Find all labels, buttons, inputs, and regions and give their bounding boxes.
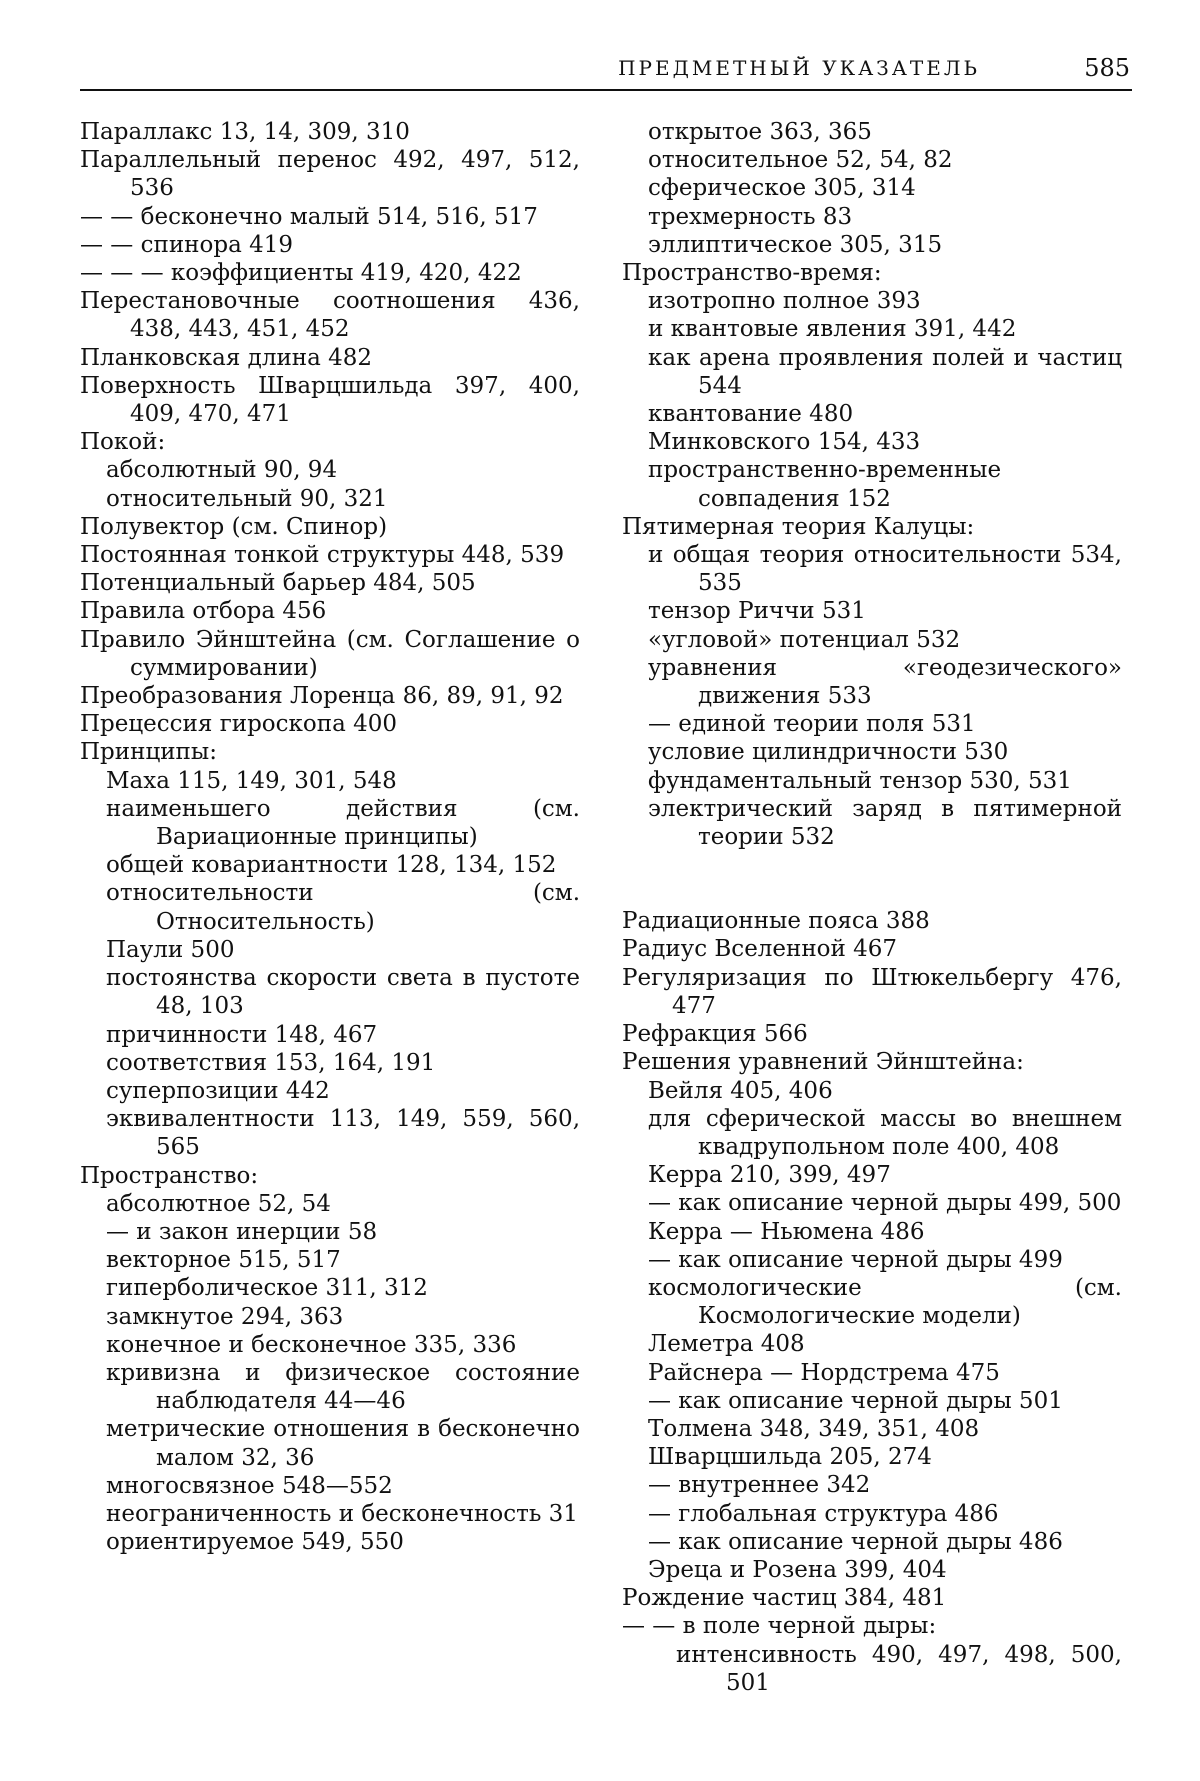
index-entry: Паули 500 xyxy=(106,936,235,963)
index-entry: «угловой» потенциал 532 xyxy=(648,626,961,653)
index-entry: Перестановочные соотношения 436, 438, 443, 451, 452 xyxy=(80,288,580,343)
index-entry: открытое 363, 365 xyxy=(648,119,872,145)
index-entry: эквивалентности 113, 149, 559, 560, 565 xyxy=(106,1106,580,1161)
index-entry: векторное 515, 517 xyxy=(106,1247,341,1274)
index-entry: и общая теория относительности 534, 535 xyxy=(648,542,1122,597)
index-entry: Минковского 154, 433 xyxy=(648,429,921,456)
index-entry: соответствия 153, 164, 191 xyxy=(106,1049,436,1076)
index-entry: Регуляризация по Штюкельбергу 476, 477 xyxy=(622,964,1122,1019)
index-entry: наименьшего действия (см. Вариационные принципы) xyxy=(106,795,580,851)
index-entry: уравнения «геодезического» движения 533 xyxy=(648,654,1122,710)
index-entry: — — — коэффициенты 419, 420, 422 xyxy=(80,260,522,287)
index-entry: многосвязное 548—552 xyxy=(106,1472,393,1499)
index-entry: Рождение частиц 384, 481 xyxy=(622,1585,947,1612)
index-entry: Поверхность Шварцшильда 397, 400, 409, 470, 471 xyxy=(80,372,580,428)
index-entry: Керра — Ньюмена 486 xyxy=(648,1218,925,1245)
index-entry: фундаментальный тензор 530, 531 xyxy=(648,767,1072,794)
index-entry: условие цилиндричности 530 xyxy=(648,739,1009,766)
index-entry: Постоянная тонкой структуры 448, 539 xyxy=(80,542,565,569)
index-entry: неограниченность и бесконечность 31 xyxy=(106,1500,578,1527)
index-entry: — как описание черной дыры 499, 500 xyxy=(648,1190,1122,1217)
index-entry: — — спинора 419 xyxy=(80,231,293,258)
index-entry: относительный 90, 321 xyxy=(106,485,388,512)
index-entry: — — в поле черной дыры: xyxy=(622,1613,937,1640)
index-entry: — глобальная структура 486 xyxy=(648,1500,999,1527)
index-entry: Параллельный перенос 492, 497, 512, 536 xyxy=(80,147,580,202)
index-entry: Рефракция 566 xyxy=(622,1021,808,1048)
index-entry: ориентируемое 549, 550 xyxy=(106,1529,404,1556)
index-entry: относительности (см. Относительность) xyxy=(106,880,580,935)
index-entry: Полувектор (см. Спинор) xyxy=(80,513,388,540)
index-entry: — как описание черной дыры 499 xyxy=(648,1246,1063,1273)
index-entry: изотропно полное 393 xyxy=(648,288,921,315)
index-entry: Планковская длина 482 xyxy=(80,344,373,371)
index-entry: Преобразования Лоренца 86, 89, 91, 92 xyxy=(80,683,564,710)
index-entry: как арена проявления полей и частиц 544 xyxy=(648,344,1122,399)
index-entry: общей ковариантности 128, 134, 152 xyxy=(106,852,557,879)
index-entry: конечное и бесконечное 335, 336 xyxy=(106,1331,517,1358)
index-entry: Покой: xyxy=(80,429,166,456)
index-entry: Вейля 405, 406 xyxy=(648,1077,833,1104)
index-entry: Пятимерная теория Калуцы: xyxy=(622,513,975,540)
index-entry: абсолютный 90, 94 xyxy=(106,457,338,484)
page-number: 585 xyxy=(1084,54,1130,82)
index-entry: Параллакс 13, 14, 309, 310 xyxy=(80,119,410,145)
index-entry: Эреца и Розена 399, 404 xyxy=(648,1556,947,1583)
header-rule xyxy=(80,89,1132,91)
index-entry: Шварцшильда 205, 274 xyxy=(648,1444,932,1471)
index-entry: Радиационные пояса 388 xyxy=(622,908,930,935)
index-entry: суперпозиции 442 xyxy=(106,1077,330,1104)
index-entry: Леметра 408 xyxy=(648,1331,805,1358)
index-entry: — — бесконечно малый 514, 516, 517 xyxy=(80,203,538,230)
index-entry: космологические (см. Космологические модели) xyxy=(648,1274,1122,1330)
index-entry: — внутреннее 342 xyxy=(648,1472,871,1499)
index-entry: Решения уравнений Эйнштейна: xyxy=(622,1049,1024,1076)
index-entry: пространственно-временные совпадения 152 xyxy=(648,457,1002,512)
index-entry: Пространство: xyxy=(80,1162,259,1189)
index-entry: абсолютное 52, 54 xyxy=(106,1190,331,1217)
index-entry: причинности 148, 467 xyxy=(106,1021,378,1048)
index-entry: Радиус Вселенной 467 xyxy=(622,936,898,963)
index-entry: — как описание черной дыры 501 xyxy=(648,1387,1063,1414)
index-entry: — как описание черной дыры 486 xyxy=(648,1528,1063,1555)
index-entry: постоянства скорости света в пустоте 48, 103 xyxy=(106,965,580,1020)
index-entry: тензор Риччи 531 xyxy=(648,598,866,625)
index-entry: Пространство-время: xyxy=(622,260,882,287)
index-entry: метрические отношения в бесконечно малом 32, 36 xyxy=(106,1416,580,1471)
index-entry: квантование 480 xyxy=(648,401,854,428)
index-entry: трехмерность 83 xyxy=(648,203,853,230)
index-entry: Райснера — Нордстрема 475 xyxy=(648,1359,1000,1386)
index-entry: эллиптическое 305, 315 xyxy=(648,231,943,258)
running-title: ПРЕДМЕТНЫЙ УКАЗАТЕЛЬ xyxy=(618,56,980,80)
running-header xyxy=(80,50,1130,90)
index-entry: Правило Эйнштейна (см. Соглашение о суммировании) xyxy=(80,626,580,681)
index-column-right xyxy=(622,118,1122,1697)
index-entry: для сферической массы во внешнем квадрупольном поле 400, 408 xyxy=(648,1105,1122,1160)
index-entry: замкнутое 294, 363 xyxy=(106,1303,344,1330)
index-entry: Толмена 348, 349, 351, 408 xyxy=(648,1415,980,1442)
index-entry: относительное 52, 54, 82 xyxy=(648,147,953,174)
index-entry: — единой теории поля 531 xyxy=(648,711,976,738)
index-entry: Потенциальный барьер 484, 505 xyxy=(80,570,476,597)
index-entry: кривизна и физическое состояние наблюдателя 44—46 xyxy=(106,1359,580,1415)
index-entry: электрический заряд в пятимерной теории 532 xyxy=(648,795,1122,851)
index-entry: и квантовые явления 391, 442 xyxy=(648,316,1017,343)
index-entry: Правила отбора 456 xyxy=(80,598,327,625)
index-entry: Маха 115, 149, 301, 548 xyxy=(106,767,397,794)
index-entry: Принципы: xyxy=(80,739,217,766)
index-entry: Прецессия гироскопа 400 xyxy=(80,711,398,738)
index-entry: интенсивность 490, 497, 498, 500, 501 xyxy=(676,1641,1122,1696)
index-entry: сферическое 305, 314 xyxy=(648,175,916,202)
index-entry: Керра 210, 399, 497 xyxy=(648,1162,891,1189)
index-entry: — и закон инерции 58 xyxy=(106,1218,378,1245)
index-entry: гиперболическое 311, 312 xyxy=(106,1275,428,1302)
index-column-left xyxy=(80,118,580,1556)
